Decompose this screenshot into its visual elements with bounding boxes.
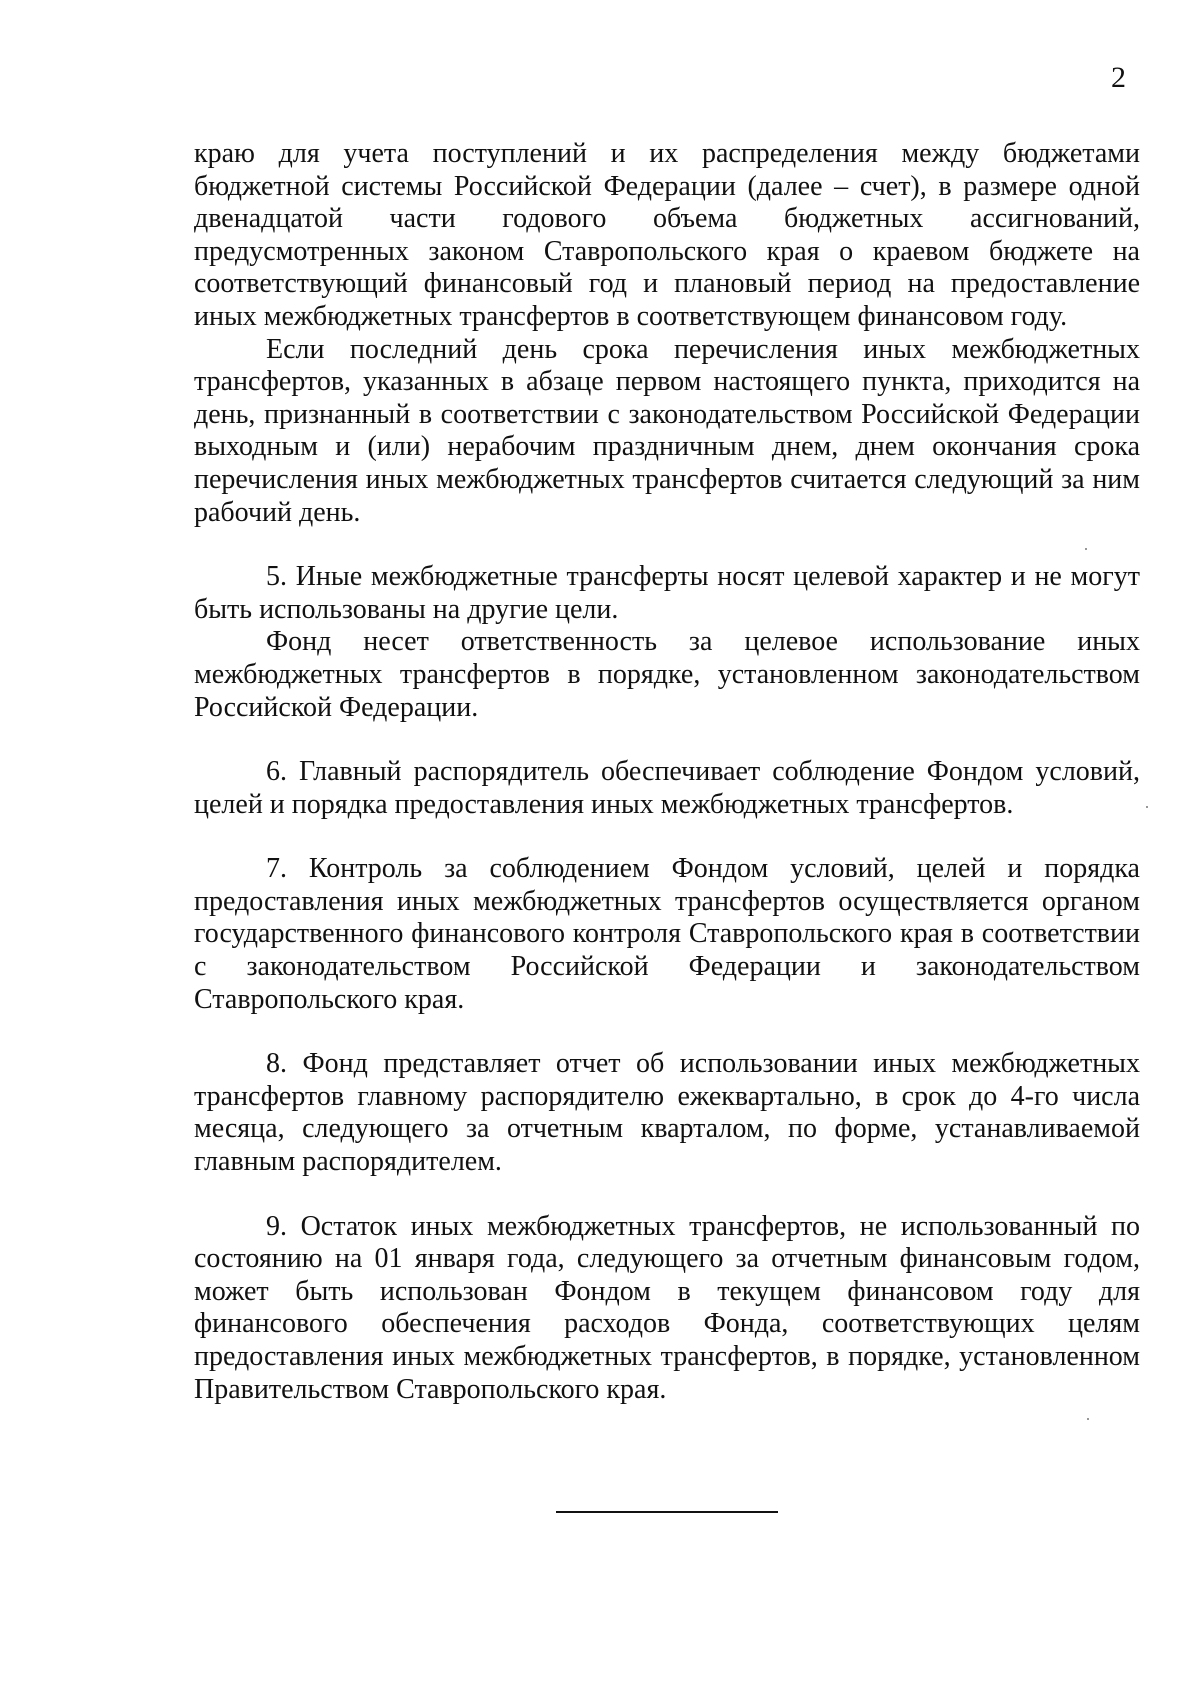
paragraph-item-8: 8. Фонд представляет отчет об использовании иных межбюджетных трансфертов главному распорядителю ежеквартально, в срок до 4-го числа месяца, следующего за отчетным кварталом, по форме, устанавливаемой главным распорядителем. (194, 1048, 1140, 1178)
paragraph-item-5: 5. Иные межбюджетные трансферты носят целевой характер и не могут быть использованы на другие цели. (194, 561, 1140, 625)
paragraph-item-7: 7. Контроль за соблюдением Фондом условий, целей и порядка предоставления иных межбюджетных трансфертов осуществляется органом государственного финансового контроля Ставропольского края в соответствии с законодательством Российской Федерации и законодательством Ставропольского края. (194, 853, 1140, 1015)
scan-speck (1085, 548, 1087, 550)
scan-speck (1087, 1418, 1089, 1420)
closing-divider (556, 1511, 778, 1513)
page-number: 2 (1111, 61, 1126, 94)
paragraph-item-9: 9. Остаток иных межбюджетных трансфертов, не использованный по состоянию на 01 января года, следующего за отчетным финансовым годом, может быть использован Фондом в текущем финансовом году для финансового обеспечения расходов Фонда, соответствующих целям предоставления иных межбюджетных трансфертов, в порядке, установленном Правительством Ставропольского края. (194, 1210, 1140, 1405)
paragraph-item-6: 6. Главный распорядитель обеспечивает соблюдение Фондом условий, целей и порядка предоставления иных межбюджетных трансфертов. (194, 756, 1140, 820)
paragraph-transfer-deadline: Если последний день срока перечисления иных межбюджетных трансфертов, указанных в абзаце первом настоящего пункта, приходится на день, признанный в соответствии с законодательством Российской Федерации выходным и (или) нерабочим праздничным днем, днем окончания срока перечисления иных межбюджетных трансфертов считается следующий за ним рабочий день. (194, 333, 1140, 528)
paragraph-item-5-responsibility: Фонд несет ответственность за целевое использование иных межбюджетных трансфертов в порядке, установленном законодательством Российской Федерации. (194, 626, 1140, 723)
document-body (194, 138, 1140, 1406)
paragraph-continuation: краю для учета поступлений и их распределения между бюджетами бюджетной системы Российской Федерации (далее – счет), в размере одной двенадцатой части годового объема бюджетных ассигнований, предусмотренных законом Ставропольского края о краевом бюджете на соответствующий финансовый год и плановый период на предоставление иных межбюджетных трансфертов в соответствующем финансовом году. (194, 138, 1140, 332)
scan-speck (1146, 806, 1148, 808)
